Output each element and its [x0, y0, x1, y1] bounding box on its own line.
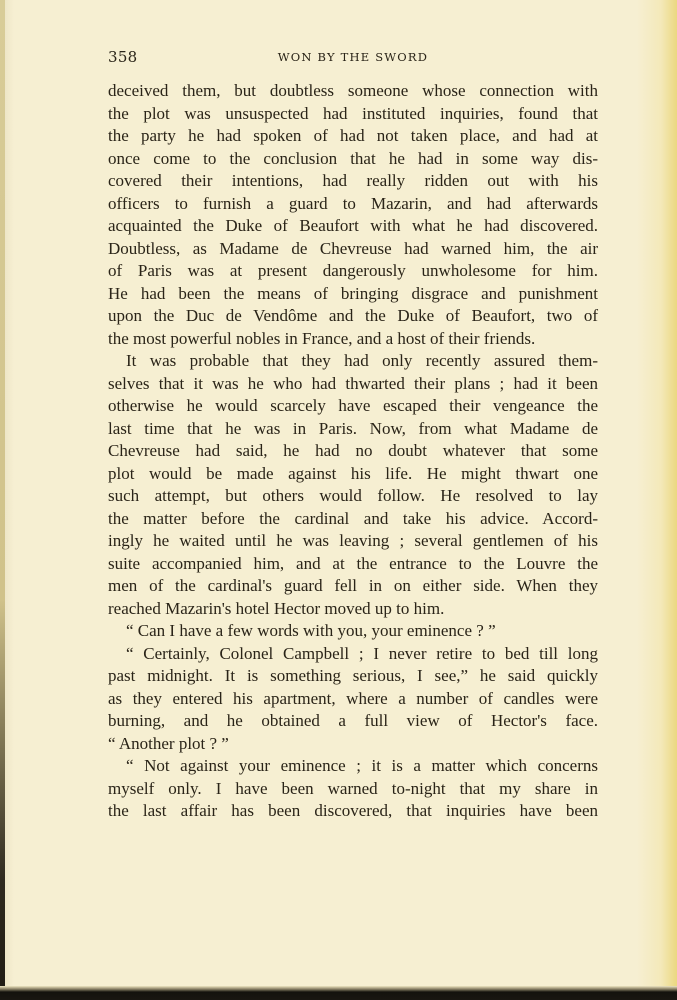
running-title: WON BY THE SWORD	[277, 50, 429, 64]
text-line: myself only. I have been warned to-night that my share in	[108, 778, 598, 798]
text-line: otherwise he would scarcely have escaped their vengeance the	[108, 396, 598, 415]
text-line: ingly he waited until he was leaving ; several gentlemen of his	[108, 531, 598, 550]
text-line: such attempt, but others would follow. He resolved to lay	[108, 486, 598, 505]
body-text	[108, 80, 598, 823]
text-line: past midnight. It is something serious, I see,” he said quickly	[108, 666, 598, 685]
text-line: burning, and he obtained a full view of Hector's face.	[108, 711, 598, 730]
text-line: once come to the conclusion that he had in some way dis-	[108, 148, 598, 168]
text-line: the last affair has been discovered, that inquiries have been	[108, 801, 598, 820]
text-line: men of the cardinal's guard fell in on either side. When they	[108, 576, 598, 595]
text-line: the party he had spoken of had not taken place, and had at	[108, 126, 598, 145]
page-left-edge	[0, 0, 5, 1000]
text-line: suite accompanied him, and at the entrance to the Louvre the	[108, 553, 598, 573]
page-header	[108, 48, 598, 70]
text-line: of Paris was at present dangerously unwholesome for him.	[108, 261, 598, 280]
text-line: selves that it was he who had thwarted their plans ; had it been	[108, 373, 598, 393]
text-line: Chevreuse had said, he had no doubt whatever that some	[108, 441, 598, 460]
text-line: deceived them, but doubtless someone whose connection with	[108, 81, 598, 100]
text-line: He had been the means of bringing disgrace and punishment	[108, 283, 598, 303]
text-line: “ Another plot ? ”	[108, 733, 229, 753]
text-line: reached Mazarin's hotel Hector moved up to him.	[108, 598, 445, 618]
text-line: last time that he was in Paris. Now, from what Madame de	[108, 418, 598, 438]
page-number: 358	[108, 48, 138, 66]
text-line: “ Not against your eminence ; it is a matter which concerns	[126, 756, 598, 775]
text-line: “ Certainly, Colonel Campbell ; I never retire to bed till long	[126, 643, 598, 663]
page-bottom-edge	[0, 986, 677, 1000]
text-line: acquainted the Duke of Beaufort with what he had discovered.	[108, 216, 598, 235]
text-line: covered their intentions, had really ridden out with his	[108, 171, 598, 190]
text-line: Doubtless, as Madame de Chevreuse had warned him, the air	[108, 238, 598, 258]
text-line: officers to furnish a guard to Mazarin, and had afterwards	[108, 193, 598, 213]
text-line: the most powerful nobles in France, and a host of their friends.	[108, 328, 536, 348]
text-line: It was probable that they had only recently assured them-	[126, 351, 598, 370]
text-line: the plot was unsuspected had instituted inquiries, found that	[108, 103, 598, 123]
text-line: as they entered his apartment, where a number of candles were	[108, 688, 598, 708]
text-line: “ Can I have a few words with you, your eminence ? ”	[126, 621, 496, 640]
text-line: upon the Duc de Vendôme and the Duke of Beaufort, two of	[108, 306, 598, 325]
text-line: the matter before the cardinal and take his advice. Accord-	[108, 508, 598, 528]
text-line: plot would be made against his life. He might thwart one	[108, 463, 598, 483]
